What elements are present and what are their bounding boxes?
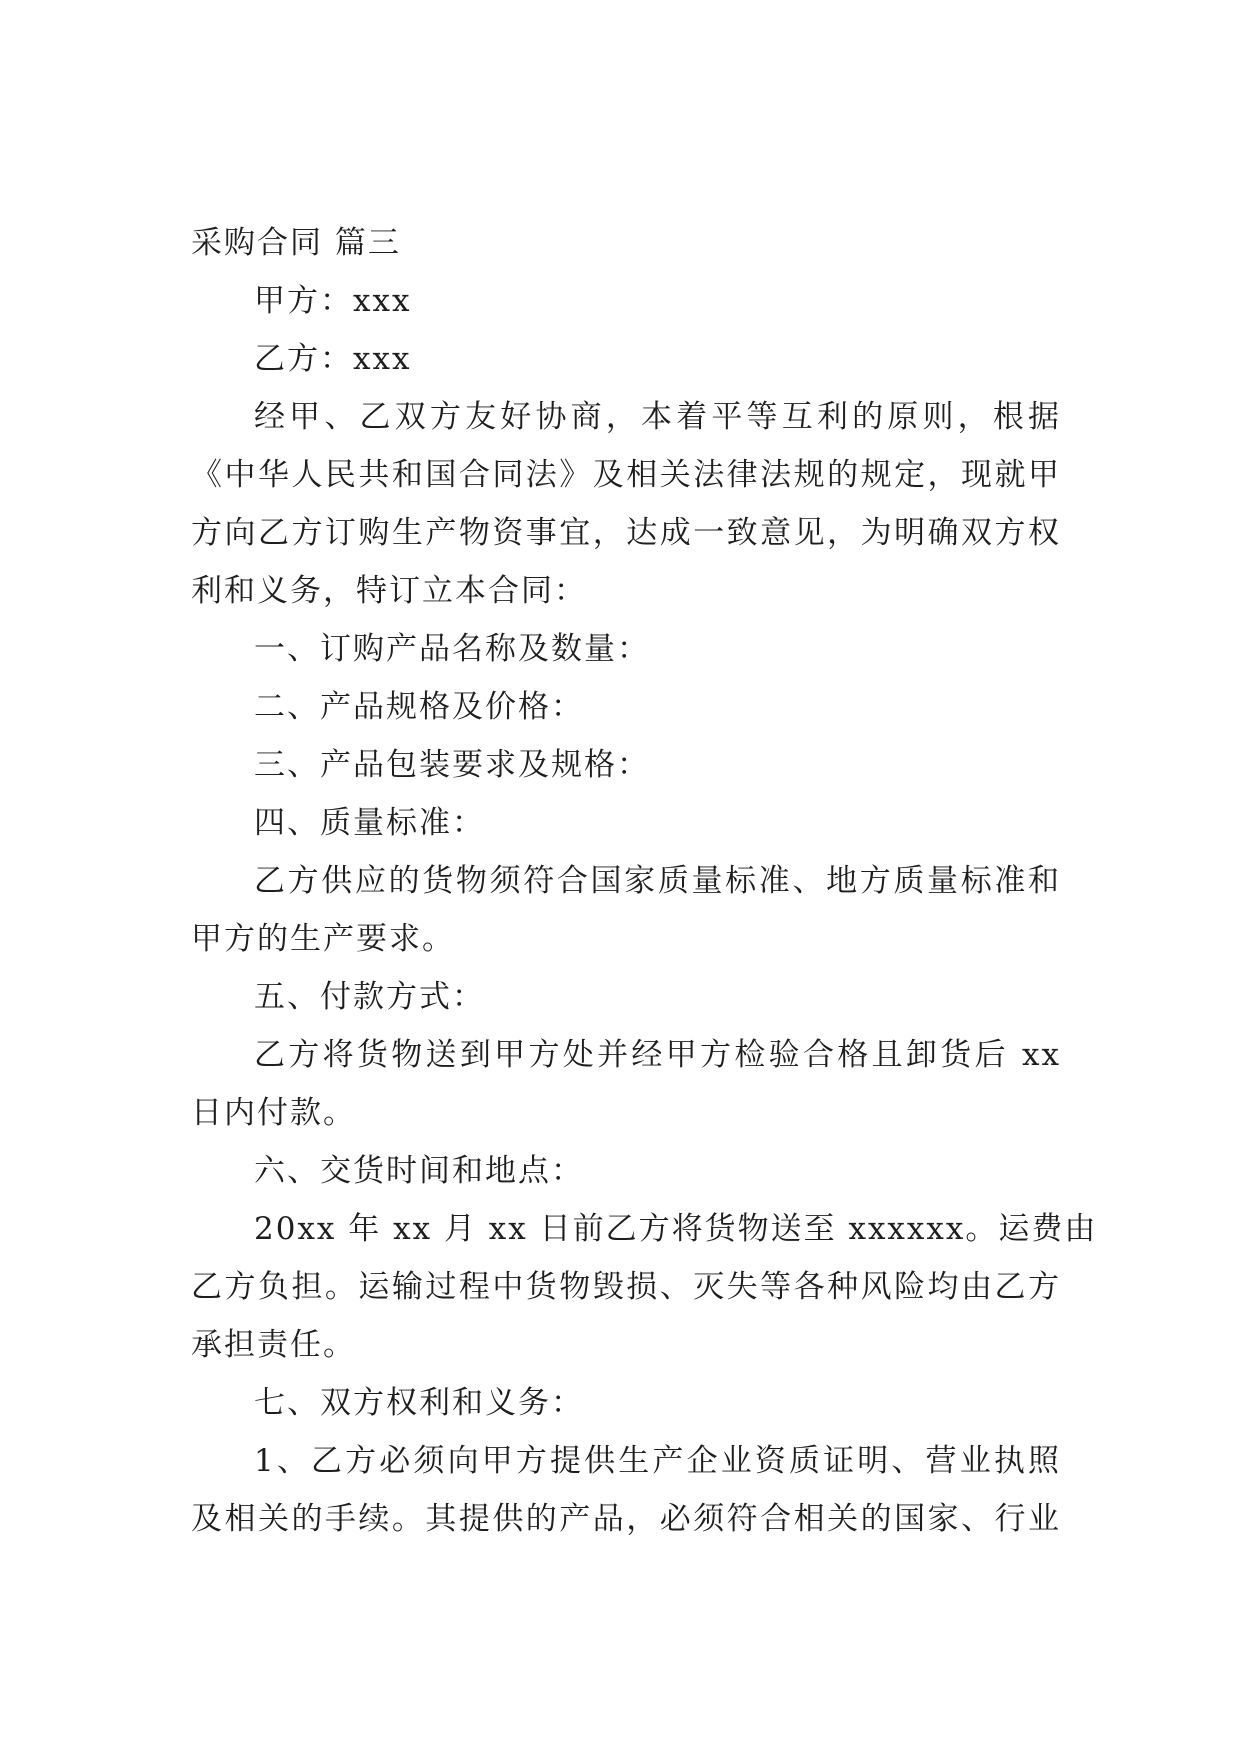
preamble-line-3: 方向乙方订购生产物资事宜，达成一致意见，为明确双方权: [191, 515, 1061, 551]
document-title: 采购合同 篇三: [191, 225, 401, 261]
section-6-text-1: 20xx 年 xx 月 xx 日前乙方将货物送至 xxxxxx。运费由: [254, 1211, 1098, 1247]
preamble-line-1: 经甲、乙双方友好协商，本着平等互利的原则，根据: [254, 399, 1061, 435]
section-6-text-2: 乙方负担。运输过程中货物毁损、灭失等各种风险均由乙方: [191, 1269, 1061, 1305]
section-7-text-1: 1、乙方必须向甲方提供生产企业资质证明、营业执照: [254, 1443, 1061, 1479]
section-2-heading: 二、产品规格及价格：: [254, 689, 584, 725]
section-5-text-2: 日内付款。: [191, 1095, 356, 1131]
section-6-text-3: 承担责任。: [191, 1327, 356, 1363]
section-4-text-2: 甲方的生产要求。: [191, 921, 455, 957]
preamble-line-4: 利和义务，特订立本合同：: [191, 573, 587, 609]
section-4-heading: 四、质量标准：: [254, 805, 485, 841]
section-5-heading: 五、付款方式：: [254, 979, 485, 1015]
section-4-text-1: 乙方供应的货物须符合国家质量标准、地方质量标准和: [254, 863, 1061, 899]
party-a-line: 甲方：xxx: [254, 283, 412, 319]
section-6-heading: 六、交货时间和地点：: [254, 1153, 584, 1189]
preamble-line-2: 《中华人民共和国合同法》及相关法律法规的规定，现就甲: [191, 457, 1061, 493]
section-7-heading: 七、双方权利和义务：: [254, 1385, 584, 1421]
party-b-line: 乙方：xxx: [254, 341, 412, 377]
section-5-text-1: 乙方将货物送到甲方处并经甲方检验合格且卸货后 xx: [254, 1037, 1061, 1073]
section-7-text-2: 及相关的手续。其提供的产品，必须符合相关的国家、行业: [191, 1501, 1061, 1537]
section-1-heading: 一、订购产品名称及数量：: [254, 631, 650, 667]
section-3-heading: 三、产品包装要求及规格：: [254, 747, 650, 783]
document-body: [191, 214, 1098, 1548]
